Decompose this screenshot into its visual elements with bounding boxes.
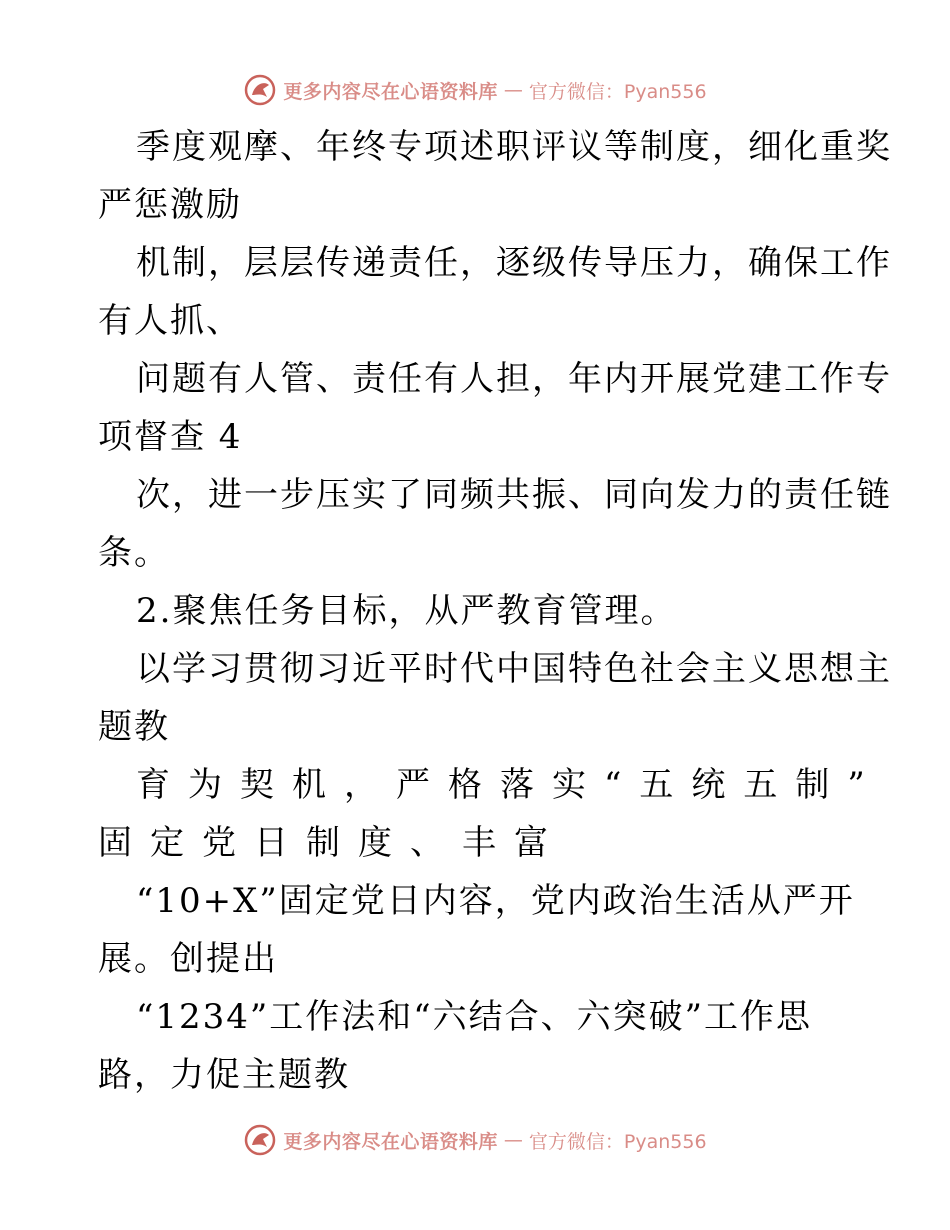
text-line: 条。 [98,533,170,573]
section-heading: 2.聚焦任务目标，从严教育管理。 [136,591,677,631]
text-line: 次，进一步压实了同频共振、同向发力的责任链 [136,475,892,515]
text-line: “1234”工作法和“六结合、六突破”工作思 [136,997,813,1037]
brand-logo-icon [243,73,277,107]
watermark-official: 官方微信：Pyan556 [528,1130,707,1153]
header-watermark [0,70,950,110]
text-line: 固定党日制度、丰富 [98,823,566,863]
text-line: 育为契机，严格落实“五统五制” [136,765,883,805]
text-line: 严惩激励 [98,185,242,225]
watermark-official: 官方微信：Pyan556 [528,80,707,103]
watermark-separator: — [503,79,523,101]
text-line: 问题有人管、责任有人担，年内开展党建工作专 [136,359,892,399]
watermark-text: 更多内容尽在心语资料库 [283,1130,498,1153]
footer-watermark [0,1120,950,1160]
text-line: “10+X”固定党日内容，党内政治生活从严开 [136,881,855,921]
text-line: 题教 [98,707,170,747]
text-line: 机制，层层传递责任，逐级传导压力，确保工作 [136,243,892,283]
watermark-separator: — [503,1129,523,1151]
watermark-text: 更多内容尽在心语资料库 [283,80,498,103]
text-line: 季度观摩、年终专项述职评议等制度，细化重奖 [136,127,892,167]
text-line: 展。创提出 [98,939,278,979]
text-line: 以学习贯彻习近平时代中国特色社会主义思想主 [136,649,892,689]
text-line: 项督查 4 [98,417,243,457]
text-line: 有人抓、 [98,301,242,341]
brand-logo-icon [243,1123,277,1157]
text-line: 路，力促主题教 [98,1055,350,1095]
